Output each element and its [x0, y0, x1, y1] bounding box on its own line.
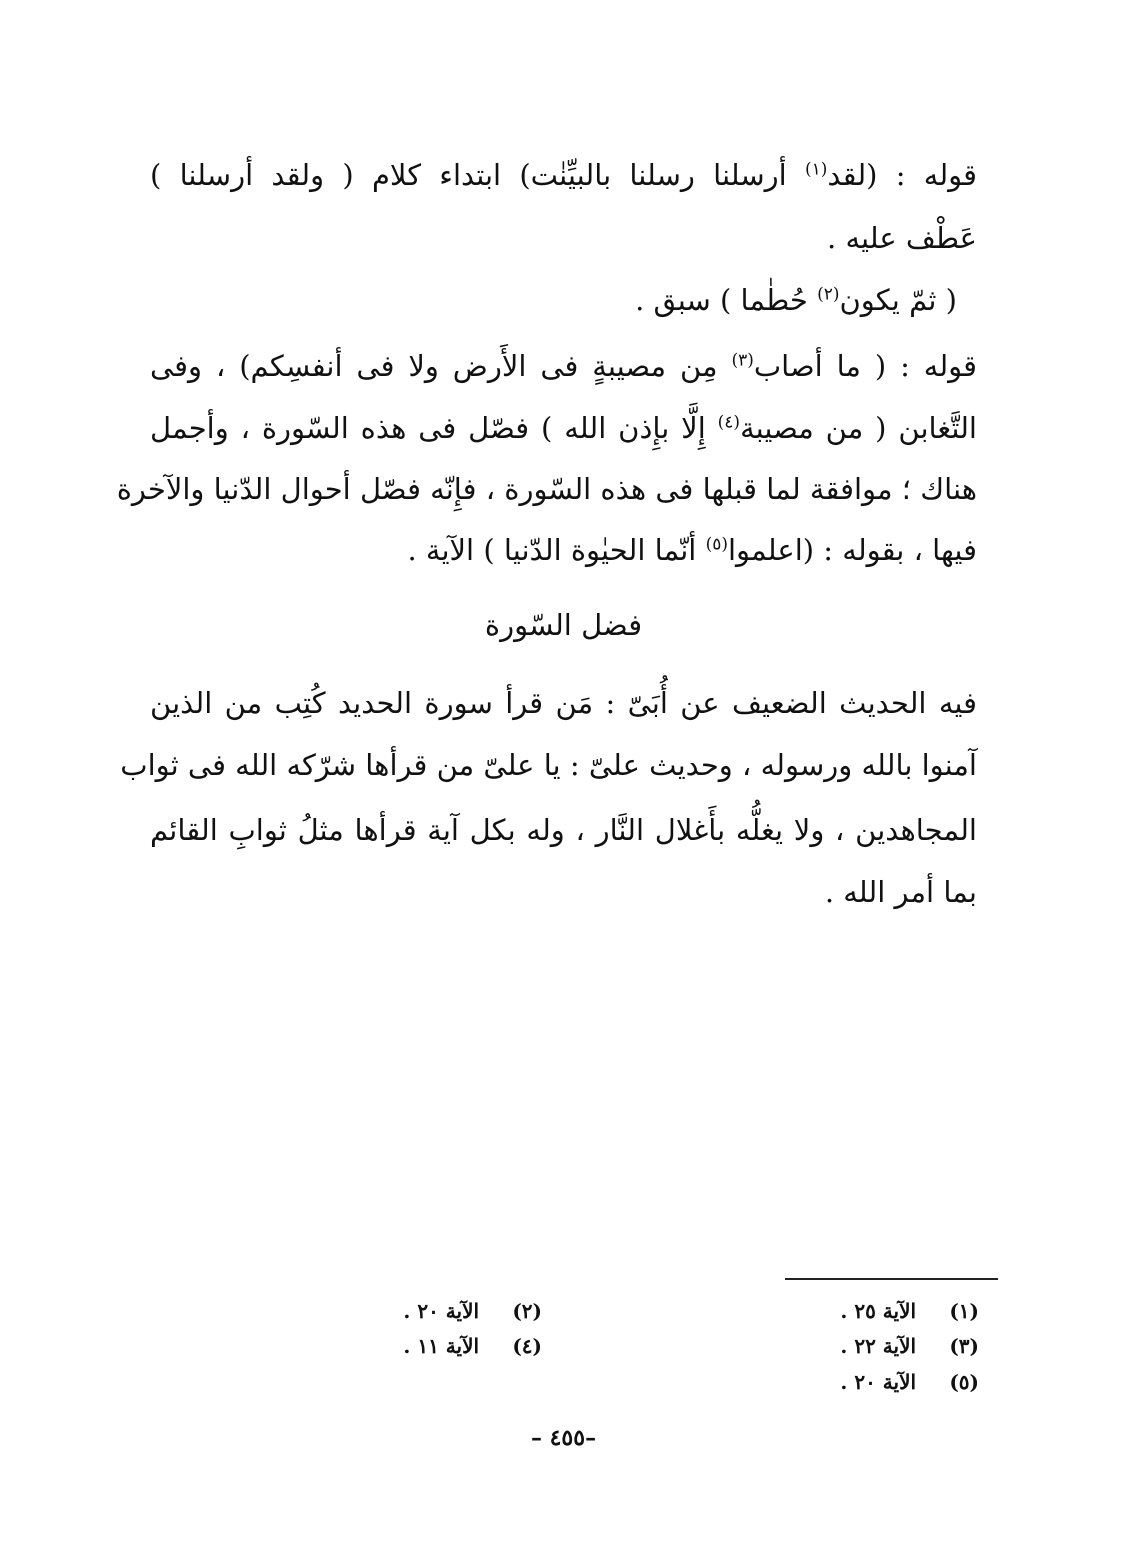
text-segment: أنّما الحيٰوة الدّنيا ) الآية .: [407, 533, 706, 567]
footnote-ref: (٥): [705, 534, 728, 555]
footnote-ref: (٣): [731, 350, 754, 371]
text-segment: قوله : ( ما أصاب: [753, 349, 977, 383]
footnote-number: (١): [949, 1299, 979, 1323]
section3-line3: [150, 810, 977, 850]
text-segment: ( ثمّ يكون: [839, 283, 957, 317]
footnote-ref: (٤): [717, 412, 741, 433]
footnote-3: [840, 1332, 979, 1360]
section2-line4: [407, 530, 977, 570]
footnote-ref: (١): [805, 159, 828, 180]
text-segment: قوله : (لقد: [827, 158, 977, 192]
section3-line2: [120, 745, 977, 785]
text-segment: أرسلنا رسلنا بالبيِّنٰت) ابتداء كلام ( ولقد أرسلنا ): [150, 158, 805, 192]
text-segment: آمنوا بالله ورسوله ، وحديث علىّ : يا علىّ من قرأها شرّكه الله فى ثواب: [120, 748, 977, 782]
footnote-text: الآية ٢٠ .: [403, 1299, 480, 1323]
section-heading: فضل السّورة: [484, 608, 643, 642]
text-segment: مِن مصيبةٍ فى الأَرض ولا فى أنفسِكم) ، وفى: [150, 349, 732, 383]
text-segment: بما أمر الله .: [824, 875, 977, 909]
footnote-text: الآية ٢٥ .: [840, 1299, 917, 1323]
text-segment: التَّغابن ( من مصيبة: [740, 411, 977, 445]
section2-line1: [150, 346, 977, 386]
footnote-number: (٣): [949, 1334, 979, 1358]
section3-line1: [150, 683, 977, 723]
footnote-separator: [785, 1278, 998, 1280]
section2-line3: [116, 469, 977, 509]
text-segment: المجاهدين ، ولا يغلُّه بأَغلال النَّار ، وله بكل آية قرأها مثلُ ثوابِ القائم: [150, 813, 977, 847]
footnote-number: (٤): [512, 1334, 542, 1358]
text-segment: فيه الحديث الضعيف عن أُبَىّ : مَن قرأ سورة الحديد كُتِب من الذين: [150, 686, 977, 720]
text-segment: هناك ؛ موافقة لما قبلها فى هذه السّورة ، فإِنّه فصّل أحوال الدّنيا والآخرة: [116, 472, 977, 506]
text-segment: حُطٰما ) سبق .: [635, 283, 818, 317]
text-segment: عَطْف عليه .: [827, 221, 977, 255]
footnote-5: [840, 1368, 979, 1396]
page-number: –٤٥٥ –: [530, 1425, 597, 1451]
text-segment: إِلَّا بإِذن الله ) فصّل فى هذه السّورة ، وأجمل: [150, 411, 718, 445]
footnote-ref: (٢): [817, 284, 840, 305]
section2-line2: [150, 408, 977, 448]
footnote-1: [840, 1297, 979, 1325]
section1-line2: [827, 218, 977, 258]
footnote-number: (٢): [512, 1299, 542, 1323]
footnote-text: الآية ٢٢ .: [840, 1334, 917, 1358]
footnote-text: الآية ٢٠ .: [840, 1370, 917, 1394]
text-segment: فيها ، بقوله : (اعلموا: [727, 533, 977, 567]
section3-line4: [825, 872, 977, 912]
footnote-4: [403, 1332, 542, 1360]
footnote-number: (٥): [949, 1370, 979, 1394]
footnote-2: [403, 1297, 542, 1325]
footnote-text: الآية ١١ .: [403, 1334, 480, 1358]
section1-line3: [635, 280, 957, 320]
section1-line1: [150, 155, 977, 195]
